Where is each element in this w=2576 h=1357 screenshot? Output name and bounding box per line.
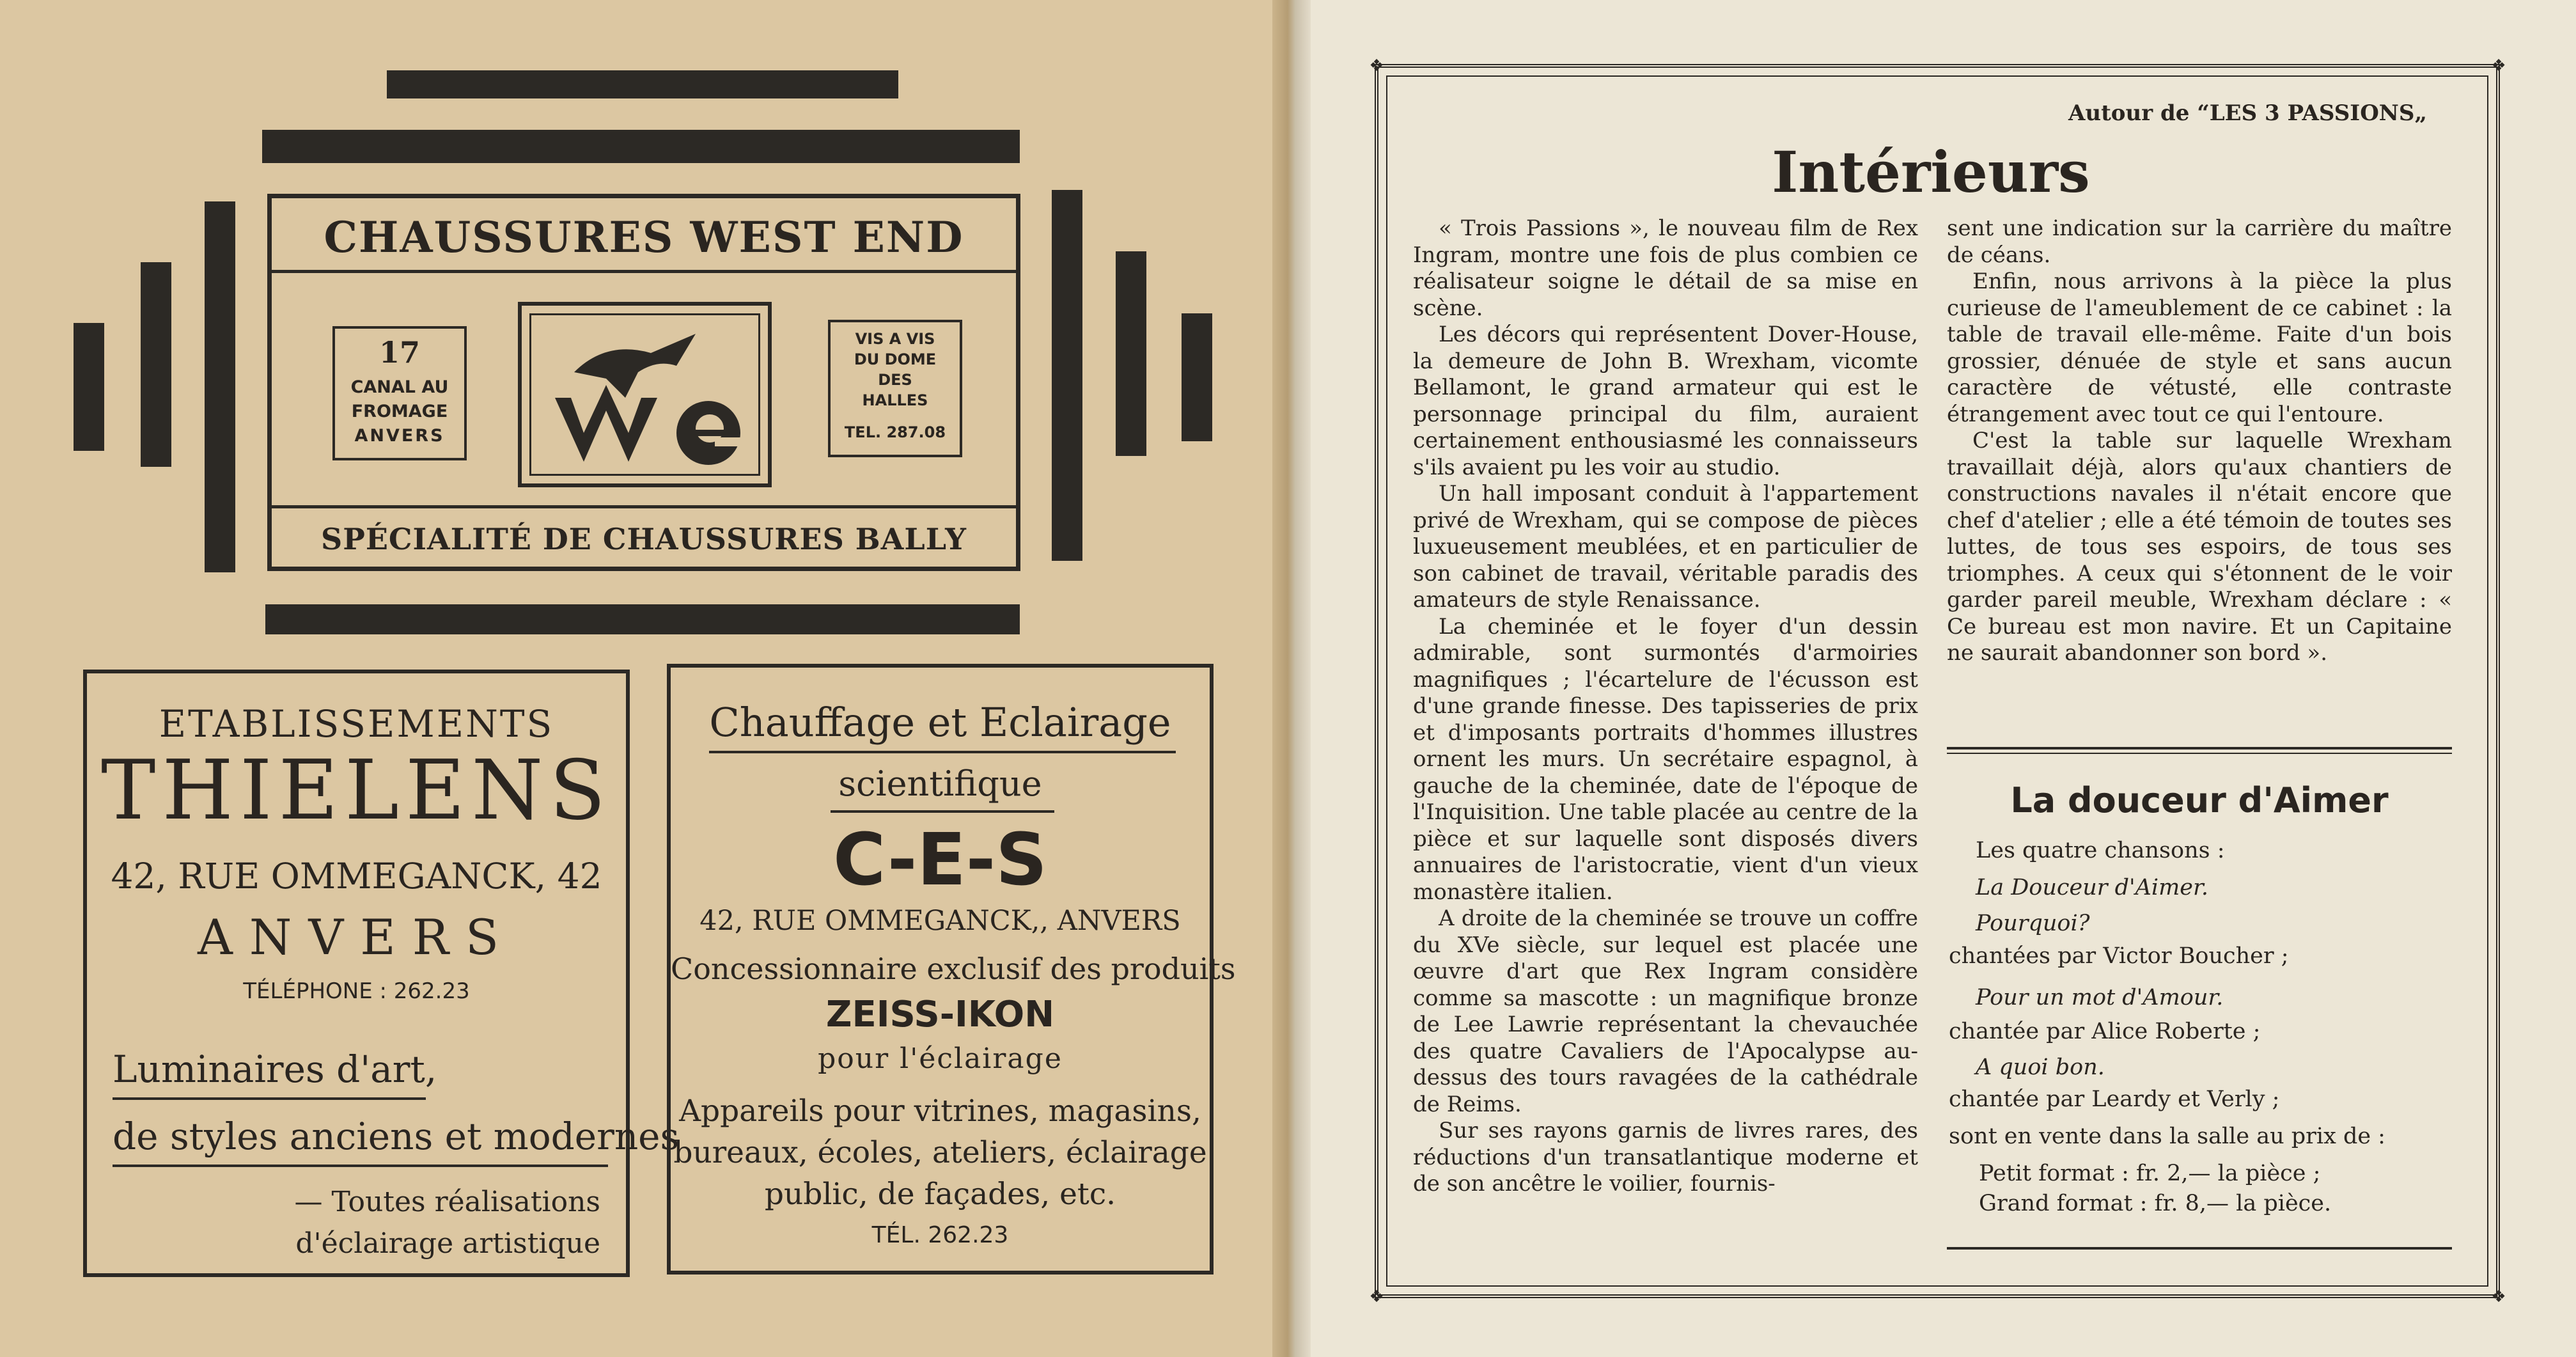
singer-line: chantée par Leardy et Verly ; — [1949, 1086, 2280, 1112]
address-box — [332, 326, 467, 460]
singer-line: chantées par Victor Boucher ; — [1949, 943, 2289, 969]
article-column-2 — [1947, 216, 2452, 667]
ces-name: C-E-S — [833, 819, 1047, 902]
vis-a-vis-line: HALLES — [862, 391, 928, 409]
address-line: CANAL AU — [350, 377, 449, 397]
underline — [113, 1097, 426, 1100]
paragraph: « Trois Passions », le nouveau film de Rex Ingram, montre une fois de plus combien ce réalisateur soigne le détail de sa mise en scène. — [1413, 216, 1918, 321]
decorative-bar — [265, 604, 1020, 634]
section-divider — [1947, 1247, 2452, 1250]
song-title: Pourquoi? — [1976, 911, 2090, 936]
decorative-bar — [205, 201, 235, 572]
thielens-address: 42, RUE OMMEGANCK, 42 — [111, 856, 602, 897]
paragraph: Enfin, nous arrivons à la pièce la plus curieuse de l'ameublement de ce cabinet : la table de travail elle-même. Faite d'un bois grossier, dénuée de style et sans aucun caractère de vétusté, elle contraste étrangement avec tout ce qui l'entoure. — [1947, 269, 2452, 427]
paragraph: sent une indication sur la carrière du maître de céans. — [1947, 216, 2452, 268]
corner-ornament-icon: ❖ — [1369, 56, 1384, 75]
ces-phone: TÉL. 262.23 — [871, 1222, 1009, 1248]
song-title: Pour un mot d'Amour. — [1976, 985, 2224, 1010]
decorative-bar — [1116, 251, 1146, 456]
ces-brand-sub: pour l'éclairage — [818, 1042, 1063, 1075]
thielens-line-c: — Toutes réalisations — [294, 1186, 600, 1218]
paragraph: Les décors qui représentent Dover-House, la demeure de John B. Wrexham, vicomte Bellamont, le grand armateur qui est le personnage principal du film, auraient certainement enthousiasmé les connaisseurs s'ils avaient pu les voir au studio. — [1413, 322, 1918, 480]
thielens-line-b: de styles anciens et modernes — [113, 1115, 680, 1158]
paragraph: A droite de la cheminée se trouve un coffre du XVe siècle, sur lequel est placée une œuvre d'art que Rex Ingram considère comme sa mascotte : un magnifique bronze de Lee Lawrie représentant la chevauchée des quatre Cavaliers de l'Apocalypse au-dessus des tours ravagées de la cathédrale de Reims. — [1413, 906, 1918, 1117]
song-title: La Douceur d'Aimer. — [1976, 875, 2209, 900]
ces-apps3: public, de façades, etc. — [764, 1177, 1116, 1212]
thielens-line1: ETABLISSEMENTS — [159, 702, 554, 746]
we-logo-icon — [529, 315, 760, 475]
ces-brand: ZEISS-IKON — [825, 994, 1055, 1035]
section-divider — [1947, 747, 2452, 749]
underline — [709, 751, 1176, 753]
section-divider — [1947, 753, 2452, 754]
vis-a-vis-line: DES — [878, 371, 912, 389]
song-title: A quoi bon. — [1976, 1055, 2105, 1080]
decorative-bar — [262, 130, 1020, 163]
vis-a-vis-line: VIS A VIS — [855, 330, 935, 348]
paragraph: Sur ses rayons garnis de livres rares, des réductions d'un transatlantique moderne et de son ancêtre le voilier, fournis- — [1413, 1118, 1918, 1196]
thielens-line-a: Luminaires d'art, — [113, 1047, 437, 1091]
price-line: Grand format : fr. 8,— la pièce. — [1979, 1191, 2332, 1216]
west-end-title: CHAUSSURES WEST END — [324, 212, 964, 262]
west-end-ad — [267, 194, 1020, 571]
thielens-phone: TÉLÉPHONE : 262.23 — [243, 978, 470, 1004]
divider — [272, 270, 1016, 273]
ces-line1: Chauffage et Eclairage — [709, 699, 1171, 746]
corner-ornament-icon: ❖ — [2491, 56, 2506, 75]
singer-line: chantée par Alice Roberte ; — [1949, 1019, 2261, 1044]
douceur-intro: Les quatre chansons : — [1976, 838, 2225, 863]
ces-ad — [667, 664, 1236, 1275]
corner-ornament-icon: ❖ — [2491, 1287, 2506, 1306]
we-logo — [518, 302, 772, 487]
thielens-ad — [83, 670, 680, 1277]
address-line: FROMAGE — [351, 402, 448, 421]
thielens-city: ANVERS — [197, 909, 516, 966]
douceur-title: La douceur d'Aimer — [2010, 780, 2389, 820]
decorative-bar — [1182, 313, 1212, 441]
ces-address: 42, RUE OMMEGANCK,, ANVERS — [699, 905, 1181, 937]
page-gutter — [1272, 0, 1311, 1357]
ces-line2: scientifique — [838, 764, 1042, 804]
decorative-bar — [74, 323, 104, 451]
sale-line: sont en vente dans la salle au prix de : — [1949, 1124, 2385, 1149]
ces-apps2: bureaux, écoles, ateliers, éclairage — [673, 1135, 1207, 1170]
decorative-bar — [141, 262, 171, 467]
vis-a-vis-line: DU DOME — [854, 350, 937, 368]
decorative-bar — [387, 70, 898, 98]
west-end-specialty: SPÉCIALITÉ DE CHAUSSURES BALLY — [321, 522, 967, 556]
thielens-line-d: d'éclairage artistique — [295, 1227, 600, 1260]
underline — [113, 1165, 608, 1167]
divider — [272, 505, 1016, 508]
article-column-1 — [1413, 216, 1918, 1198]
vis-a-vis-box — [828, 320, 962, 457]
price-line: Petit format : fr. 2,— la pièce ; — [1979, 1161, 2321, 1186]
paragraph: C'est la table sur laquelle Wrexham travaillait déjà, alors qu'aux chantiers de constructions navales il n'était encore que chef d'atelier ; elle a été témoin de toutes ses luttes, de tous ses espoirs, de tous ses triomphes. A ceux qui s'étonnent de le voir garder pareil meuble, Wrexham déclare : « Ce bureau est mon navire. Et un Capitaine ne saurait abandonner son bord ». — [1947, 428, 2452, 666]
ces-apps1: Appareils pour vitrines, magasins, — [679, 1094, 1201, 1129]
paragraph: La cheminée et le foyer d'un dessin admirable, sont surmontés d'armoiries magnifiques ; l'écartelure de l'écusson est d'une grande finesse. Des tapisseries de prix et d'imposants portraits d'hommes illustres ornent les murs. Un secrétaire espagnol, à gauche de la cheminée, date de l'époque de l'Inquisition. Une table placée au centre de la pièce et sur laquelle sont disposés divers annuaires de l'aristocratie, vient d'un vieux monastère italien. — [1413, 613, 1918, 905]
address-line: ANVERS — [354, 426, 445, 446]
decorative-bar — [1052, 190, 1082, 561]
corner-ornament-icon: ❖ — [1369, 1287, 1384, 1306]
address-number: 17 — [379, 335, 420, 370]
underline — [831, 810, 1054, 813]
running-head: Autour de “LES 3 PASSIONS„ — [2068, 100, 2427, 126]
article-title: Intérieurs — [1772, 139, 2090, 205]
phone: TEL. 287.08 — [844, 423, 946, 441]
ces-concession: Concessionnaire exclusif des produits — [671, 952, 1236, 986]
thielens-name: THIELENS — [100, 743, 613, 838]
paragraph: Un hall imposant conduit à l'appartement privé de Wrexham, qui se compose de pièces luxueusement meublées, et en particulier de son cabinet de travail, véritable paradis des amateurs de style Renaissance. — [1413, 481, 1918, 613]
